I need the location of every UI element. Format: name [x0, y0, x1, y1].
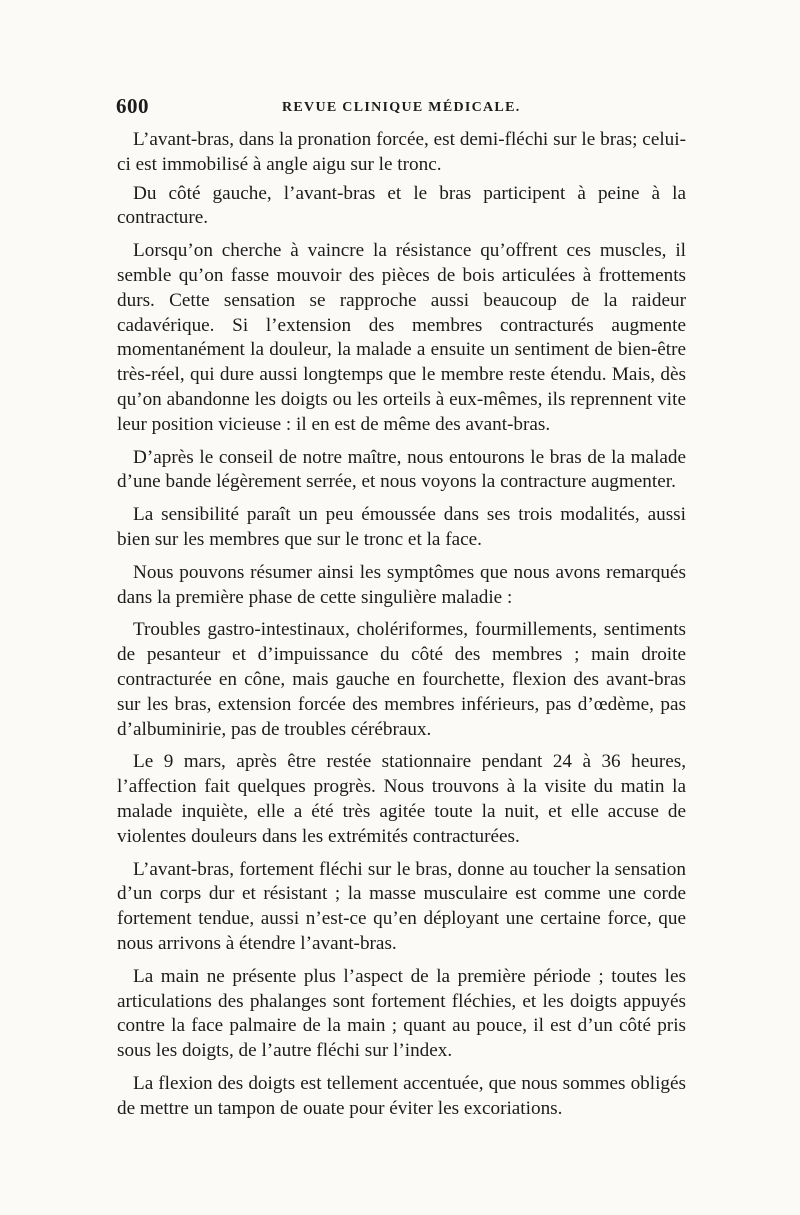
body-text: [117, 128, 686, 1121]
paragraph: L’avant-bras, fortement fléchi sur le bras, donne au toucher la sensation d’un corps dur et résistant ; la masse musculaire est comme une corde fortement tendue, aussi n’est-ce qu’en déployant une certaine force, que nous arrivons à étendre l’avant-bras.: [117, 858, 686, 954]
paragraph: Le 9 mars, après être restée stationnaire pendant 24 à 36 heures, l’affection fait quelques progrès. Nous trouvons à la visite du matin la malade inquiète, elle a été très agitée toute la nuit, et elle accuse de violentes douleurs dans les extrémités contracturées.: [117, 751, 686, 847]
running-title: REVUE CLINIQUE MÉDICALE.: [282, 100, 521, 115]
paragraph: La sensibilité paraît un peu émoussée dans ses trois modalités, aussi bien sur les membres que sur le tronc et la face.: [117, 504, 686, 550]
paragraph: L’avant-bras, dans la pronation forcée, est demi-fléchi sur le bras; celui-ci est immobilisé à angle aigu sur le tronc.: [117, 129, 686, 175]
page-number: 600: [116, 94, 149, 118]
paragraph: La main ne présente plus l’aspect de la première période ; toutes les articulations des phalanges sont fortement fléchies, et les doigts appuyés contre la face palmaire de la main ; quant au pouce, il est d’un côté pris sous les doigts, de l’autre fléchi sur l’index.: [117, 965, 686, 1062]
paragraph: Du côté gauche, l’avant-bras et le bras participent à peine à la contracture.: [117, 182, 686, 229]
paragraph: Lorsqu’on cherche à vaincre la résistance qu’offrent ces muscles, il semble qu’on fasse mouvoir des pièces de bois articulées à frottements durs. Cette sensation se rapproche aussi beaucoup de la raideur cadavérique. Si l’extension des membres contracturés augmente momentanément la douleur, la malade a ensuite un sentiment de bien-être très-réel, qui dure aussi longtemps que le membre reste étendu. Mais, dès qu’on abandonne les doigts ou les orteils à eux-mêmes, ils reprennent vite leur position vicieuse : il en est de même des avant-bras.: [117, 240, 686, 435]
paragraph: La flexion des doigts est tellement accentuée, que nous sommes obligés de mettre un tampon de ouate pour éviter les excoriations.: [117, 1072, 686, 1119]
paragraph: Troubles gastro-intestinaux, cholériformes, fourmillements, sentiments de pesanteur et d’impuissance du côté des membres ; main droite contracturée en cône, mais gauche en fourchette, flexion des avant-bras sur les bras, extension forcée des membres inférieurs, pas d’œdème, pas d’albuminirie, pas de troubles cérébraux.: [117, 619, 686, 740]
paragraph: Nous pouvons résumer ainsi les symptômes que nous avons remarqués dans la première phase de cette singulière maladie :: [117, 561, 686, 608]
paragraph: D’après le conseil de notre maître, nous entourons le bras de la malade d’une bande légèrement serrée, et nous voyons la contracture augmenter.: [117, 446, 686, 493]
